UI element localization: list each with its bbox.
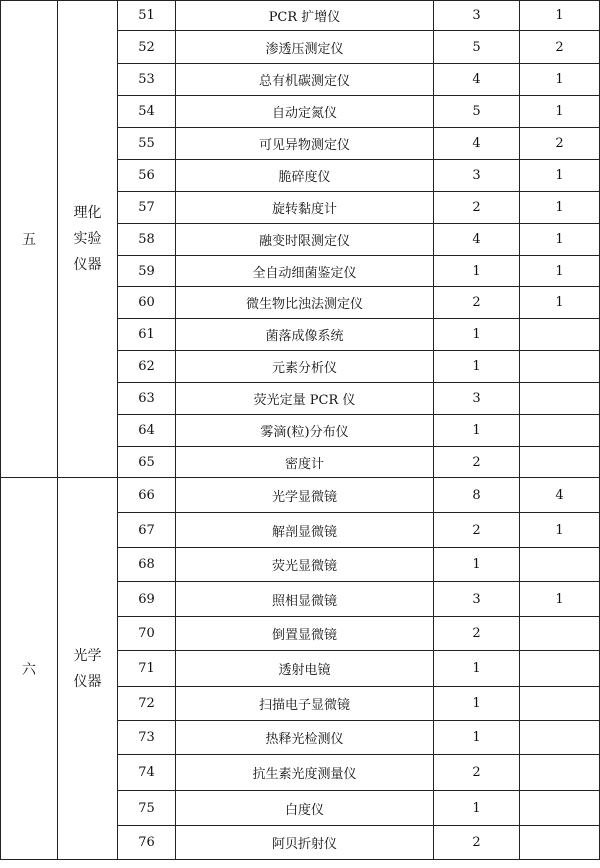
quantity-a: 1 bbox=[434, 319, 520, 351]
item-number: 64 bbox=[118, 415, 176, 447]
item-number: 72 bbox=[118, 687, 176, 721]
item-number: 57 bbox=[118, 192, 176, 224]
item-number: 73 bbox=[118, 721, 176, 755]
quantity-b: 1 bbox=[520, 256, 600, 287]
quantity-a: 1 bbox=[434, 351, 520, 383]
section-number: 五 bbox=[1, 1, 58, 478]
quantity-a: 5 bbox=[434, 96, 520, 128]
quantity-a: 4 bbox=[434, 64, 520, 96]
item-number: 59 bbox=[118, 256, 176, 287]
quantity-b bbox=[520, 548, 600, 582]
section-number: 六 bbox=[1, 478, 58, 860]
item-number: 69 bbox=[118, 582, 176, 617]
item-name: 全自动细菌鉴定仪 bbox=[176, 256, 434, 287]
quantity-a: 1 bbox=[434, 548, 520, 582]
item-number: 70 bbox=[118, 617, 176, 651]
item-number: 66 bbox=[118, 478, 176, 513]
item-number: 68 bbox=[118, 548, 176, 582]
quantity-a: 2 bbox=[434, 513, 520, 548]
item-name: 荧光显微镜 bbox=[176, 548, 434, 582]
quantity-a: 1 bbox=[434, 415, 520, 447]
quantity-b: 4 bbox=[520, 478, 600, 513]
quantity-a: 4 bbox=[434, 128, 520, 160]
item-number: 75 bbox=[118, 791, 176, 826]
item-number: 58 bbox=[118, 224, 176, 256]
item-name: 扫描电子显微镜 bbox=[176, 687, 434, 721]
item-number: 62 bbox=[118, 351, 176, 383]
item-name: 渗透压测定仪 bbox=[176, 31, 434, 64]
item-number: 76 bbox=[118, 826, 176, 860]
item-name: 可见异物测定仪 bbox=[176, 128, 434, 160]
quantity-a: 4 bbox=[434, 224, 520, 256]
item-name: 白度仪 bbox=[176, 791, 434, 826]
quantity-b: 1 bbox=[520, 1, 600, 31]
quantity-b: 1 bbox=[520, 96, 600, 128]
quantity-b bbox=[520, 447, 600, 478]
quantity-a: 3 bbox=[434, 1, 520, 31]
item-name: 荧光定量 PCR 仪 bbox=[176, 383, 434, 415]
item-name: 照相显微镜 bbox=[176, 582, 434, 617]
quantity-a: 2 bbox=[434, 617, 520, 651]
item-number: 53 bbox=[118, 64, 176, 96]
quantity-a: 2 bbox=[434, 755, 520, 791]
quantity-a: 3 bbox=[434, 160, 520, 192]
quantity-a: 2 bbox=[434, 447, 520, 478]
table-row bbox=[1, 478, 600, 513]
item-name: 密度计 bbox=[176, 447, 434, 478]
quantity-b bbox=[520, 755, 600, 791]
quantity-b bbox=[520, 826, 600, 860]
quantity-a: 3 bbox=[434, 582, 520, 617]
item-name: 脆碎度仪 bbox=[176, 160, 434, 192]
quantity-a: 1 bbox=[434, 687, 520, 721]
item-name: 阿贝折射仪 bbox=[176, 826, 434, 860]
quantity-a: 8 bbox=[434, 478, 520, 513]
quantity-b: 1 bbox=[520, 513, 600, 548]
item-name: 总有机碳测定仪 bbox=[176, 64, 434, 96]
quantity-b bbox=[520, 319, 600, 351]
item-name: 旋转黏度计 bbox=[176, 192, 434, 224]
item-name: 菌落成像系统 bbox=[176, 319, 434, 351]
quantity-b: 2 bbox=[520, 128, 600, 160]
category-cell bbox=[58, 1, 118, 478]
quantity-b: 1 bbox=[520, 64, 600, 96]
category-line: 理化 bbox=[73, 205, 102, 221]
item-name: 微生物比浊法测定仪 bbox=[176, 287, 434, 319]
quantity-a: 1 bbox=[434, 651, 520, 687]
quantity-b bbox=[520, 687, 600, 721]
quantity-a: 5 bbox=[434, 31, 520, 64]
quantity-b: 1 bbox=[520, 224, 600, 256]
item-name: PCR 扩增仪 bbox=[176, 1, 434, 31]
quantity-b bbox=[520, 351, 600, 383]
item-number: 74 bbox=[118, 755, 176, 791]
item-number: 55 bbox=[118, 128, 176, 160]
quantity-b bbox=[520, 415, 600, 447]
category-cell bbox=[58, 478, 118, 860]
item-number: 65 bbox=[118, 447, 176, 478]
item-name: 光学显微镜 bbox=[176, 478, 434, 513]
item-number: 56 bbox=[118, 160, 176, 192]
quantity-b bbox=[520, 383, 600, 415]
item-name: 透射电镜 bbox=[176, 651, 434, 687]
item-name: 融变时限测定仪 bbox=[176, 224, 434, 256]
quantity-a: 2 bbox=[434, 826, 520, 860]
category-line: 光学 bbox=[73, 647, 102, 664]
quantity-a: 1 bbox=[434, 721, 520, 755]
item-name: 倒置显微镜 bbox=[176, 617, 434, 651]
item-number: 67 bbox=[118, 513, 176, 548]
quantity-a: 1 bbox=[434, 791, 520, 826]
quantity-b bbox=[520, 791, 600, 826]
quantity-b: 2 bbox=[520, 31, 600, 64]
item-name: 解剖显微镜 bbox=[176, 513, 434, 548]
quantity-b: 1 bbox=[520, 287, 600, 319]
item-number: 71 bbox=[118, 651, 176, 687]
quantity-b bbox=[520, 651, 600, 687]
category-line: 仪器 bbox=[73, 257, 102, 273]
quantity-b: 1 bbox=[520, 582, 600, 617]
item-number: 51 bbox=[118, 1, 176, 31]
category-line: 实验 bbox=[73, 231, 102, 247]
quantity-a: 2 bbox=[434, 287, 520, 319]
item-name: 抗生素光度测量仪 bbox=[176, 755, 434, 791]
item-number: 54 bbox=[118, 96, 176, 128]
quantity-b bbox=[520, 721, 600, 755]
quantity-b: 1 bbox=[520, 192, 600, 224]
item-name: 雾滴(粒)分布仪 bbox=[176, 415, 434, 447]
item-number: 63 bbox=[118, 383, 176, 415]
table-row bbox=[1, 1, 600, 31]
quantity-a: 1 bbox=[434, 256, 520, 287]
item-number: 60 bbox=[118, 287, 176, 319]
item-number: 61 bbox=[118, 319, 176, 351]
category-line: 仪器 bbox=[73, 673, 102, 690]
quantity-a: 3 bbox=[434, 383, 520, 415]
quantity-a: 2 bbox=[434, 192, 520, 224]
item-number: 52 bbox=[118, 31, 176, 64]
item-name: 自动定氮仪 bbox=[176, 96, 434, 128]
equipment-table-body bbox=[1, 1, 600, 860]
item-name: 热释光检测仪 bbox=[176, 721, 434, 755]
quantity-b bbox=[520, 617, 600, 651]
quantity-b: 1 bbox=[520, 160, 600, 192]
item-name: 元素分析仪 bbox=[176, 351, 434, 383]
